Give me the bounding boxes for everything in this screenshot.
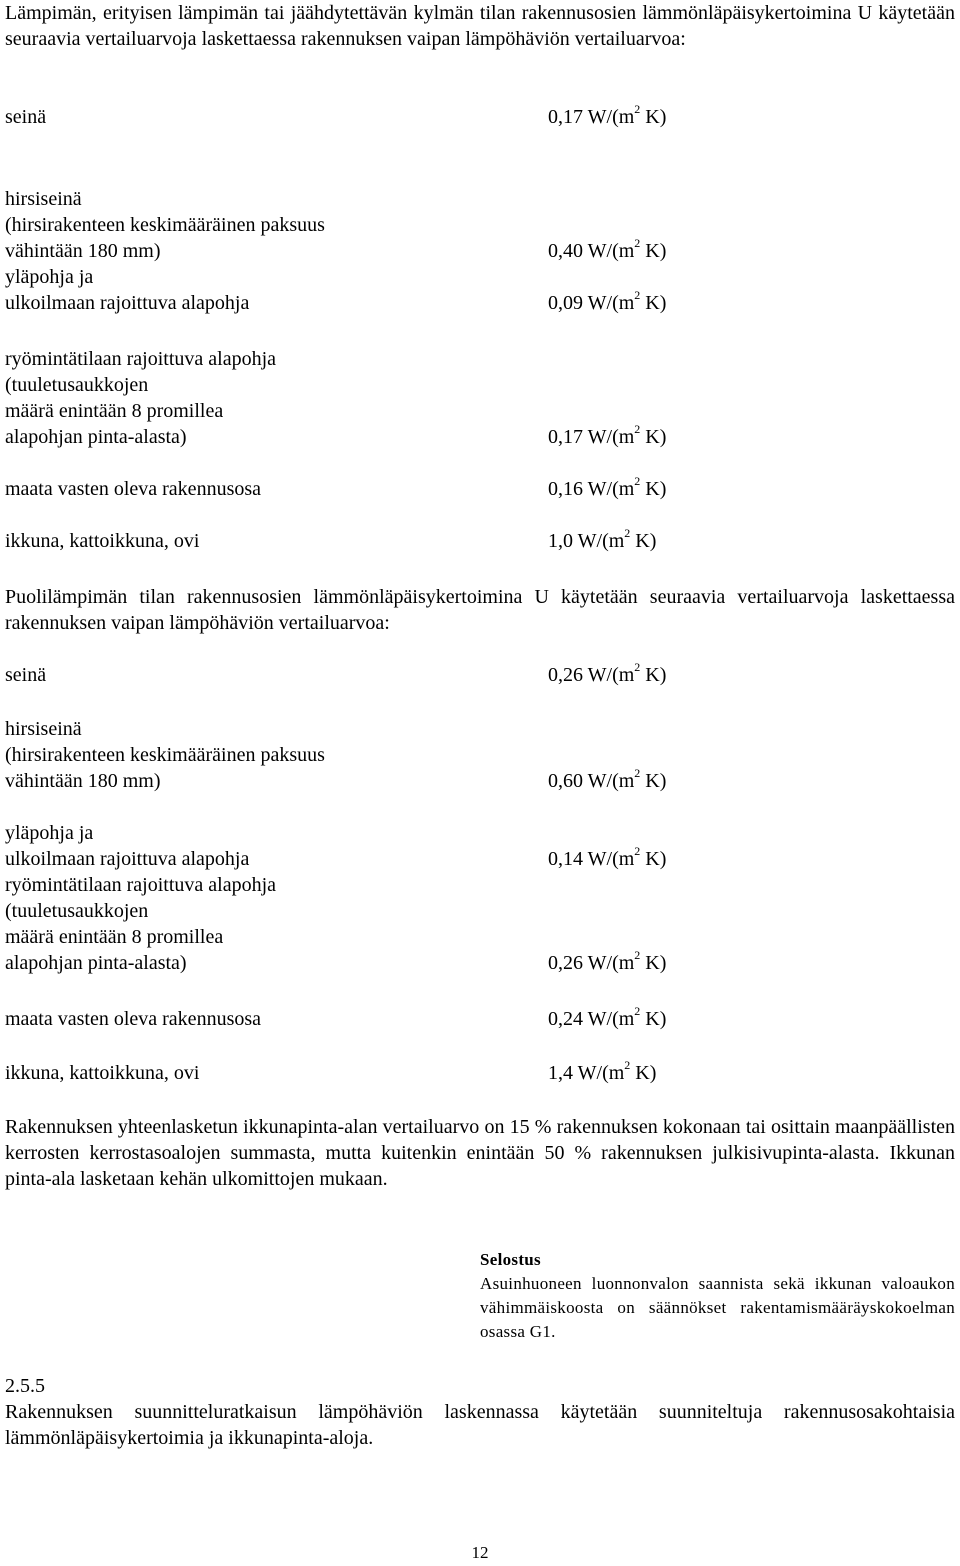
component-label <box>5 662 525 688</box>
component-label-line: maata vasten oleva rakennusosa <box>5 478 262 500</box>
component-label-line: alapohjan pinta-alasta) <box>5 426 187 448</box>
component-label <box>5 104 525 130</box>
u-value <box>548 528 656 554</box>
u-value-unit: K) <box>640 478 667 500</box>
component-label-line: (hirsirakenteen keskimääräinen paksuus <box>5 744 325 766</box>
component-label <box>5 346 525 450</box>
component-label-line: yläpohja ja <box>5 266 94 288</box>
u-value-unit: K) <box>630 530 657 552</box>
component-label-line: ikkuna, kattoikkuna, ovi <box>5 530 200 552</box>
u-value-row <box>5 346 955 450</box>
component-label <box>5 528 525 554</box>
u-value <box>548 104 666 130</box>
u-value <box>548 290 666 316</box>
u-value-unit: K) <box>630 1062 657 1084</box>
component-label-line: määrä enintään 8 promillea <box>5 400 224 422</box>
u-value-number: 0,40 W/(m <box>548 240 635 262</box>
component-label-line: hirsiseinä <box>5 188 82 210</box>
note-text: Asuinhuoneen luonnonvalon saannista sekä ikkunan valoaukon vähimmäiskoosta on säännökset rakentamismääräyskokoelman osassa G1. <box>480 1274 955 1341</box>
u-value-exponent: 2 <box>634 1004 641 1019</box>
u-value-row <box>5 104 955 130</box>
u-value-number: 0,14 W/(m <box>548 848 635 870</box>
component-label <box>5 1060 525 1086</box>
u-value-exponent: 2 <box>624 1058 631 1073</box>
u-value <box>548 846 666 872</box>
component-label <box>5 820 525 872</box>
component-label-line: ikkuna, kattoikkuna, ovi <box>5 1062 200 1084</box>
u-value-number: 0,26 W/(m <box>548 664 635 686</box>
u-value-unit: K) <box>640 1008 667 1030</box>
component-label-line: (hirsirakenteen keskimääräinen paksuus <box>5 214 325 236</box>
u-value <box>548 662 666 688</box>
u-value-row <box>5 662 955 688</box>
u-value <box>548 1006 666 1032</box>
u-value-exponent: 2 <box>624 526 631 541</box>
u-value-number: 0,09 W/(m <box>548 292 635 314</box>
component-label-line: ulkoilmaan rajoittuva alapohja <box>5 292 250 314</box>
u-value-unit: K) <box>640 292 667 314</box>
component-label-line: maata vasten oleva rakennusosa <box>5 1008 262 1030</box>
u-value-number: 1,0 W/(m <box>548 530 625 552</box>
u-value-number: 0,17 W/(m <box>548 426 635 448</box>
component-label-line: hirsiseinä <box>5 718 82 740</box>
u-value-unit: K) <box>640 952 667 974</box>
u-value-exponent: 2 <box>634 422 641 437</box>
component-label-line: määrä enintään 8 promillea <box>5 926 224 948</box>
component-label-line: seinä <box>5 664 47 686</box>
u-value-unit: K) <box>640 770 667 792</box>
component-label <box>5 1006 525 1032</box>
u-value-number: 0,26 W/(m <box>548 952 635 974</box>
u-value-row <box>5 186 955 264</box>
u-value-row <box>5 872 955 976</box>
intro-semi-paragraph: Puolilämpimän tilan rakennusosien lämmönläpäisykertoimina U käytetään seuraavia vertailuarvoja laskettaessa rakennuksen vaipan lämpöhäviön vertailuarvoa: <box>5 586 955 634</box>
u-value-row <box>5 1006 955 1032</box>
u-value-exponent: 2 <box>634 474 641 489</box>
component-label-line: seinä <box>5 106 47 128</box>
component-label-line: alapohjan pinta-alasta) <box>5 952 187 974</box>
u-value-number: 0,24 W/(m <box>548 1008 635 1030</box>
u-value-exponent: 2 <box>634 236 641 251</box>
intro-heated-paragraph: Lämpimän, erityisen lämpimän tai jäähdytettävän kylmän tilan rakennusosien lämmönläpäisykertoimina U käytetään seuraavia vertailuarvoja laskettaessa rakennuksen vaipan lämpöhäviön vertailuarvoa: <box>5 2 955 50</box>
u-value-exponent: 2 <box>634 948 641 963</box>
component-label <box>5 264 525 316</box>
component-label-line: ulkoilmaan rajoittuva alapohja <box>5 848 250 870</box>
component-label-line: vähintään 180 mm) <box>5 770 161 792</box>
u-value-exponent: 2 <box>634 844 641 859</box>
window-area-paragraph: Rakennuksen yhteenlasketun ikkunapinta-alan vertailuarvo on 15 % rakennuksen kokonaan tai osittain maanpäällisten kerrosten kerrostasoalojen summasta, mutta kuitenkin enintään 50 % rakennuksen julkisivupinta-alasta. Ikkunan pinta-ala lasketaan kehän ulkomittojen mukaan. <box>5 1116 955 1190</box>
u-value-row <box>5 820 955 872</box>
component-label <box>5 872 525 976</box>
u-value <box>548 238 666 264</box>
component-label <box>5 716 525 794</box>
u-value-row <box>5 716 955 794</box>
u-value-unit: K) <box>640 240 667 262</box>
component-label <box>5 476 525 502</box>
u-value-unit: K) <box>640 664 667 686</box>
u-value-row <box>5 476 955 502</box>
u-value-exponent: 2 <box>634 102 641 117</box>
u-value <box>548 424 666 450</box>
u-value-number: 0,16 W/(m <box>548 478 635 500</box>
component-label-line: yläpohja ja <box>5 822 94 844</box>
component-label-line: ryömintätilaan rajoittuva alapohja <box>5 348 277 370</box>
u-value-exponent: 2 <box>634 288 641 303</box>
u-value-number: 0,17 W/(m <box>548 106 635 128</box>
component-label-line: ryömintätilaan rajoittuva alapohja <box>5 874 277 896</box>
u-value-unit: K) <box>640 848 667 870</box>
component-label <box>5 186 525 264</box>
component-label-line: (tuuletusaukkojen <box>5 374 149 396</box>
component-label-line: vähintään 180 mm) <box>5 240 161 262</box>
section-number: 2.5.5 <box>5 1375 45 1397</box>
u-value-exponent: 2 <box>634 766 641 781</box>
section-text: Rakennuksen suunnitteluratkaisun lämpöhäviön laskennassa käytetään suunniteltuja rakennusosakohtaisia lämmönläpäisykertoimia ja ikkunapinta-aloja. <box>5 1401 955 1449</box>
u-value <box>548 950 666 976</box>
u-value <box>548 1060 656 1086</box>
u-value-row <box>5 264 955 316</box>
explanation-note <box>480 1248 955 1344</box>
u-value-row <box>5 1060 955 1086</box>
component-label-line: (tuuletusaukkojen <box>5 900 149 922</box>
u-value-unit: K) <box>640 106 667 128</box>
u-value-row <box>5 528 955 554</box>
u-value-number: 1,4 W/(m <box>548 1062 625 1084</box>
u-value <box>548 476 666 502</box>
note-title: Selostus <box>480 1250 541 1269</box>
u-value <box>548 768 666 794</box>
page-number: 12 <box>471 1543 489 1562</box>
u-value-unit: K) <box>640 426 667 448</box>
u-value-exponent: 2 <box>634 660 641 675</box>
u-value-number: 0,60 W/(m <box>548 770 635 792</box>
